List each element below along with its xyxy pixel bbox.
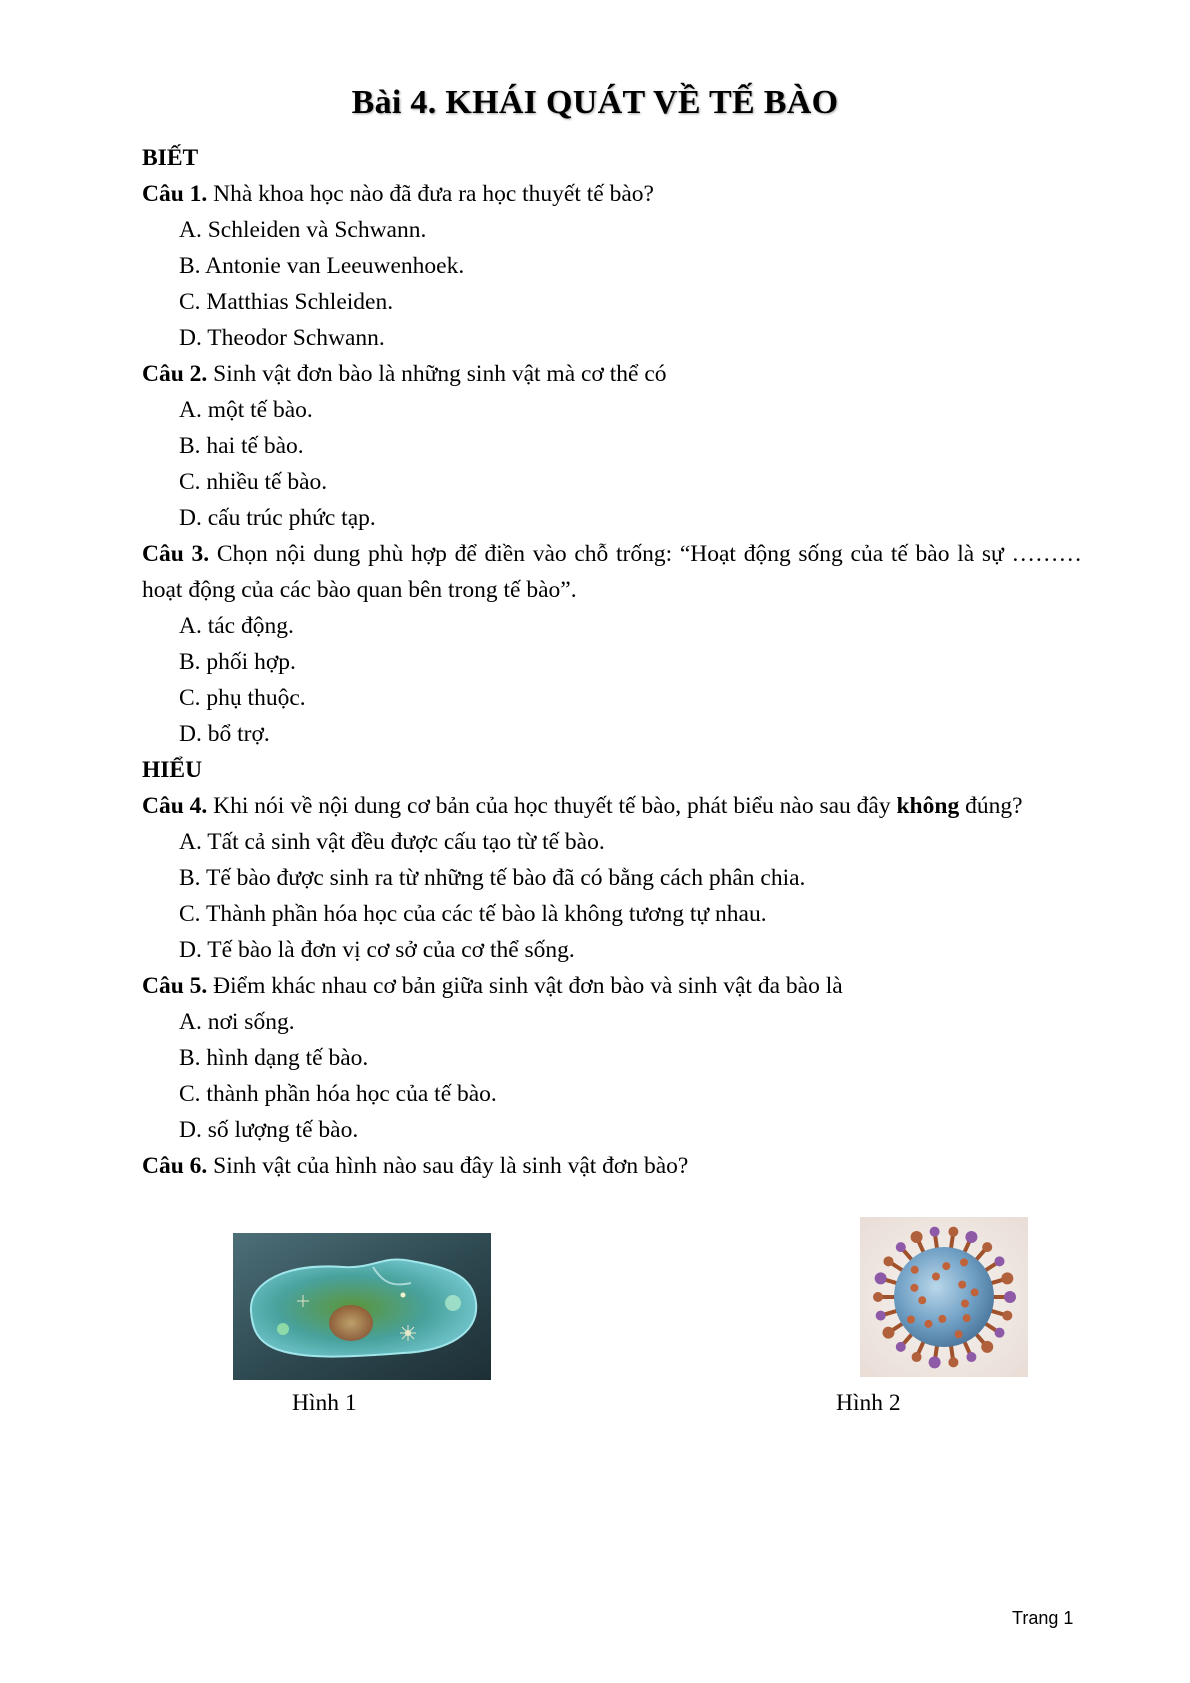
question-label: Câu 6. [142, 1153, 208, 1179]
answer-option: A. nơi sống. [179, 1009, 295, 1035]
question-text: Điểm khác nhau cơ bản giữa sinh vật đơn bào và sinh vật đa bào là [207, 973, 843, 999]
question-3 [142, 536, 1082, 608]
answer-option: C. phụ thuộc. [179, 685, 306, 711]
question-text-end: đúng? [959, 793, 1023, 819]
question-5 [142, 968, 1082, 1004]
virus-illustration [860, 1217, 1028, 1377]
answer-option: A. tác động. [179, 613, 294, 639]
answer-option: D. bổ trợ. [179, 721, 270, 747]
question-6 [142, 1148, 1082, 1184]
question-4 [142, 788, 1082, 824]
question-emphasis: không [896, 793, 960, 819]
page-number: Trang 1 [1012, 1608, 1074, 1628]
question-label: Câu 2. [142, 361, 208, 387]
answer-option: C. Matthias Schleiden. [179, 289, 394, 315]
paramecium-illustration [233, 1233, 491, 1380]
answer-option: C. thành phần hóa học của tế bào. [179, 1081, 497, 1107]
question-2 [142, 356, 1082, 392]
section-heading-know: BIẾT [142, 145, 199, 171]
question-label: Câu 4. [142, 793, 208, 819]
question-label: Câu 1. [142, 181, 208, 207]
answer-option: D. cấu trúc phức tạp. [179, 505, 376, 531]
question-text: Sinh vật của hình nào sau đây là sinh vật đơn bào? [207, 1153, 689, 1179]
question-text: Khi nói về nội dung cơ bản của học thuyết tế bào, phát biểu nào sau đây [207, 793, 897, 819]
question-1 [142, 176, 1082, 212]
answer-option: B. Tế bào được sinh ra từ những tế bào đã có bằng cách phân chia. [179, 865, 806, 891]
answer-option: D. Tế bào là đơn vị cơ sở của cơ thể sống. [179, 937, 575, 963]
question-text: Sinh vật đơn bào là những sinh vật mà cơ thể có [207, 361, 667, 387]
answer-option: D. Theodor Schwann. [179, 325, 385, 351]
virus-image [860, 1217, 1028, 1377]
answer-option: C. Thành phần hóa học của các tế bào là không tương tự nhau. [179, 901, 767, 927]
question-label: Câu 5. [142, 973, 208, 999]
answer-option: D. số lượng tế bào. [179, 1117, 359, 1143]
answer-option: C. nhiều tế bào. [179, 469, 328, 495]
answer-option: B. hình dạng tế bào. [179, 1045, 369, 1071]
answer-option: B. Antonie van Leeuwenhoek. [179, 253, 465, 279]
answer-option: A. Schleiden và Schwann. [179, 217, 427, 243]
answer-option: B. hai tế bào. [179, 433, 304, 459]
figure-1-caption: Hình 1 [292, 1390, 357, 1416]
page-title: Bài 4. KHÁI QUÁT VỀ TẾ BÀO [351, 84, 839, 121]
answer-option: A. Tất cả sinh vật đều được cấu tạo từ tế bào. [179, 829, 605, 855]
answer-option: B. phối hợp. [179, 649, 296, 675]
answer-option: A. một tế bào. [179, 397, 313, 423]
question-text: Chọn nội dung phù hợp để điền vào chỗ trống: “Hoạt động sống của tế bào là sự ……… hoạt động của các bào quan bên trong tế bào”. [142, 541, 1082, 603]
section-heading-understand: HIỂU [142, 757, 203, 783]
question-text: Nhà khoa học nào đã đưa ra học thuyết tế bào? [207, 181, 654, 207]
question-label: Câu 3. [142, 541, 210, 567]
paramecium-image [233, 1233, 491, 1380]
figure-2-caption: Hình 2 [836, 1390, 901, 1416]
question-list [142, 140, 1082, 1184]
